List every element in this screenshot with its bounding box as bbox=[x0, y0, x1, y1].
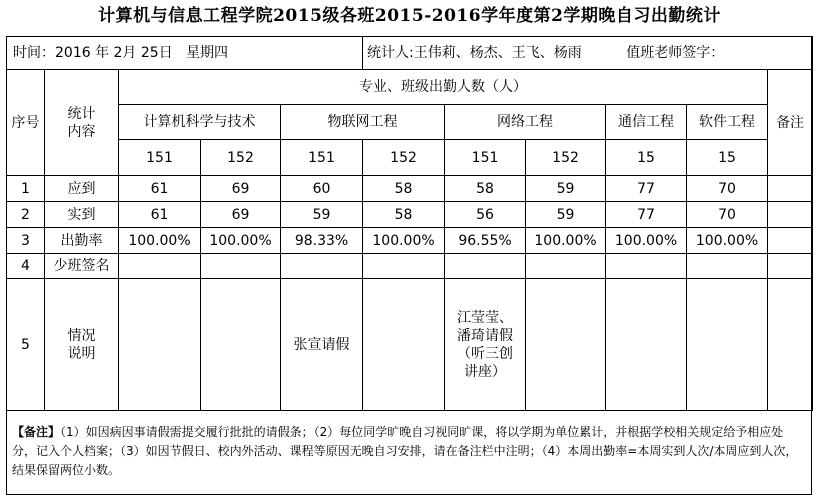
table-row bbox=[7, 176, 813, 202]
major-header: 软件工程 bbox=[687, 105, 768, 140]
signature-cell bbox=[281, 254, 363, 279]
row-seq: 3 bbox=[7, 228, 45, 254]
class-header: 152 bbox=[363, 140, 445, 176]
stat-content-line-2: 内容 bbox=[67, 123, 96, 140]
table-row bbox=[7, 254, 813, 279]
data-cell: 58 bbox=[363, 176, 445, 202]
signature-cell bbox=[201, 254, 281, 279]
notes-block bbox=[12, 423, 807, 480]
weekday: 星期四 bbox=[186, 45, 229, 61]
data-cell: 96.55% bbox=[445, 228, 526, 254]
remarks-header: 备注 bbox=[768, 70, 813, 176]
row-seq: 5 bbox=[7, 279, 45, 411]
remarks-cell bbox=[768, 228, 813, 254]
data-cell: 100.00% bbox=[363, 228, 445, 254]
class-header: 15 bbox=[687, 140, 768, 176]
info-row bbox=[7, 37, 813, 70]
counter-names: 王伟莉、杨杰、王飞、杨雨 bbox=[413, 45, 582, 61]
situation-cell bbox=[687, 279, 768, 411]
row-label: 少班签名 bbox=[45, 254, 119, 279]
remarks-cell bbox=[768, 176, 813, 202]
seq-header: 序号 bbox=[7, 70, 45, 176]
row-label: 实到 bbox=[45, 202, 119, 228]
header-row-majors bbox=[7, 105, 813, 140]
class-header: 151 bbox=[445, 140, 526, 176]
class-header: 152 bbox=[526, 140, 606, 176]
situation-cell bbox=[363, 279, 445, 411]
data-cell: 56 bbox=[445, 202, 526, 228]
class-header: 15 bbox=[606, 140, 687, 176]
sheet-title: 计算机与信息工程学院2015级各班2015-2016学年度第2学期晚自习出勤统计 bbox=[98, 6, 721, 26]
data-cell: 100.00% bbox=[201, 228, 281, 254]
leave-line: （听三创 bbox=[457, 345, 514, 362]
data-cell: 100.00% bbox=[119, 228, 201, 254]
signature-cell bbox=[687, 254, 768, 279]
major-header: 计算机科学与技术 bbox=[119, 105, 281, 140]
date-cell bbox=[7, 37, 363, 70]
signature-cell bbox=[119, 254, 201, 279]
data-cell: 70 bbox=[687, 176, 768, 202]
signature-cell bbox=[445, 254, 526, 279]
table-row bbox=[7, 202, 813, 228]
situation-label-line-2: 说明 bbox=[67, 345, 96, 362]
situation-cell bbox=[119, 279, 201, 411]
attendance-table bbox=[6, 36, 813, 411]
data-cell: 69 bbox=[201, 176, 281, 202]
counter-cell bbox=[363, 37, 813, 70]
data-cell: 59 bbox=[281, 202, 363, 228]
data-cell: 58 bbox=[363, 202, 445, 228]
data-cell: 61 bbox=[119, 176, 201, 202]
group-header: 专业、班级出勤人数（人） bbox=[119, 70, 768, 105]
signature-cell bbox=[526, 254, 606, 279]
data-cell: 59 bbox=[526, 176, 606, 202]
leave-line: 潘琦请假 bbox=[457, 327, 514, 344]
remarks-cell bbox=[768, 279, 813, 411]
class-header: 151 bbox=[119, 140, 201, 176]
date-value: 2016 年 2月 25日 bbox=[55, 45, 173, 61]
data-cell: 69 bbox=[201, 202, 281, 228]
notes-text: （1）如因病因事请假需提交履行批批的请假条；（2）每位同学旷晚自习视同旷课，将以学期为单位累计，并根据学校相关规定给予相应处分，记入个人档案；（3）如因节假日、校内外活动、课程等原因无晚自习安排，请在备注栏中注明；（4）本周出勤率=本周实到人次/本周应到人次，结果保留两位小数。 bbox=[12, 425, 798, 477]
header-row-classes bbox=[7, 140, 813, 176]
data-cell: 59 bbox=[526, 202, 606, 228]
major-header: 网络工程 bbox=[445, 105, 606, 140]
notes-tag: 【备注】 bbox=[12, 425, 61, 439]
situation-cell bbox=[606, 279, 687, 411]
signature-cell bbox=[363, 254, 445, 279]
row-seq: 4 bbox=[7, 254, 45, 279]
data-cell: 100.00% bbox=[687, 228, 768, 254]
data-cell: 77 bbox=[606, 202, 687, 228]
date-label: 时间： bbox=[13, 45, 55, 61]
leave-line: 江莹莹、 bbox=[457, 309, 514, 326]
remarks-cell bbox=[768, 254, 813, 279]
major-header: 通信工程 bbox=[606, 105, 687, 140]
data-cell: 70 bbox=[687, 202, 768, 228]
situation-cell-leave-multi bbox=[445, 279, 526, 411]
situation-label bbox=[45, 279, 119, 411]
data-cell: 100.00% bbox=[526, 228, 606, 254]
data-cell: 58 bbox=[445, 176, 526, 202]
class-header: 152 bbox=[201, 140, 281, 176]
situation-cell bbox=[201, 279, 281, 411]
teacher-sign-label: 值班老师签字： bbox=[626, 45, 725, 61]
signature-cell bbox=[606, 254, 687, 279]
situation-row bbox=[7, 279, 813, 411]
header-row-group bbox=[7, 70, 813, 105]
row-label: 出勤率 bbox=[45, 228, 119, 254]
stat-content-header bbox=[45, 70, 119, 176]
situation-label-line-1: 情况 bbox=[67, 327, 96, 344]
data-cell: 61 bbox=[119, 202, 201, 228]
row-label: 应到 bbox=[45, 176, 119, 202]
major-header: 物联网工程 bbox=[281, 105, 445, 140]
stat-content-line-1: 统计 bbox=[67, 105, 96, 122]
data-cell: 98.33% bbox=[281, 228, 363, 254]
data-cell: 60 bbox=[281, 176, 363, 202]
row-seq: 2 bbox=[7, 202, 45, 228]
data-cell: 77 bbox=[606, 176, 687, 202]
counter-label: 统计人: bbox=[367, 45, 414, 61]
row-seq: 1 bbox=[7, 176, 45, 202]
data-cell: 100.00% bbox=[606, 228, 687, 254]
remarks-cell bbox=[768, 202, 813, 228]
class-header: 151 bbox=[281, 140, 363, 176]
table-row bbox=[7, 228, 813, 254]
situation-cell-leave: 张宣请假 bbox=[281, 279, 363, 411]
situation-cell bbox=[526, 279, 606, 411]
leave-line: 讲座） bbox=[464, 363, 507, 380]
